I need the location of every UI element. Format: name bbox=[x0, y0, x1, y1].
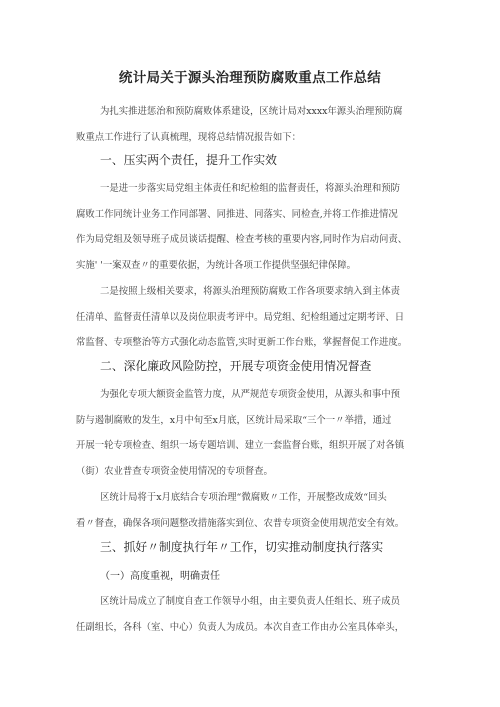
paragraph-line: 实施' '一案双查〃的重要依据，为统计各项工作提供坚强纪律保障。 bbox=[76, 260, 357, 271]
paragraph-line: （街）农业普查专项资金使用情况的专项督查。 bbox=[76, 466, 273, 477]
document-title: 统计局关于源头治理预防腐败重点工作总结 bbox=[118, 70, 382, 86]
paragraph-line: 看〃督查，确保各项问题整改措施落实到位、农普专项资金使用规范安全有效。 bbox=[76, 518, 405, 529]
paragraph-line: 二是按照上级相关要求，将源头治理预防腐败工作各项要求纳入到主体责 bbox=[100, 286, 401, 297]
intro-line: 败重点工作进行了认真梳理，现将总结情况报告如下： bbox=[76, 132, 302, 143]
paragraph-line: 任副组长，各科（室、中心）负责人为成员。本次自查工作由办公室具体牵头， bbox=[76, 622, 405, 633]
intro-line: 为扎实推进惩治和预防腐败体系建设，区统计局对xxxx年源头治理预防腐 bbox=[100, 106, 403, 117]
section-heading: 三、抓好〃制度执行年〃工作，切实推动制度执行落实 bbox=[100, 540, 384, 554]
paragraph-line: 防与遏制腐败的发生，x月中旬至x月底，区统计局采取“三个一〃举措，通过 bbox=[76, 415, 392, 426]
paragraph-line: 常监督、专项整治等方式强化动态监管,实时更新工作台账，掌握督促工作进度。 bbox=[76, 337, 408, 348]
paragraph-line: 作为局党组及领导班子成员谈话提醒、检查考核的重要内容,同时作为启动问责、 bbox=[76, 234, 408, 245]
paragraph-line: 任清单、监督责任清单以及岗位职责考评中。局党组、纪检组通过定期考评、日 bbox=[76, 312, 405, 323]
paragraph-line: 腐败工作同统计业务工作同部署、同推进、同落实、同检查,并将工作推进情况 bbox=[76, 209, 398, 220]
paragraph-line: 开展一轮专项检查、组织一场专题培训、建立一套监督台账，组织开展了对各镇 bbox=[76, 440, 405, 451]
paragraph-line: 为强化专项大额资金监管力度，从严规范专项资金使用，从源头和事中预 bbox=[100, 389, 401, 400]
paragraph-line: 一是进一步落实局党组主体责任和纪检组的监督责任，将源头治理和预防 bbox=[100, 183, 401, 194]
subsection-heading: （一）高度重视，明确责任 bbox=[100, 571, 220, 582]
paragraph-line: 区统计局成立了制度自查工作领导小组，由主要负责人任组长、班子成员 bbox=[100, 596, 401, 607]
section-heading: 二、深化廉政风险防控，开展专项资金使用情况督查 bbox=[100, 359, 372, 373]
section-heading: 一、压实两个责任，提升工作实效 bbox=[100, 153, 277, 167]
paragraph-line: 区统计局将于x月底结合专项治理“微腐败〃工作，开展整改成效“回头 bbox=[100, 492, 387, 503]
